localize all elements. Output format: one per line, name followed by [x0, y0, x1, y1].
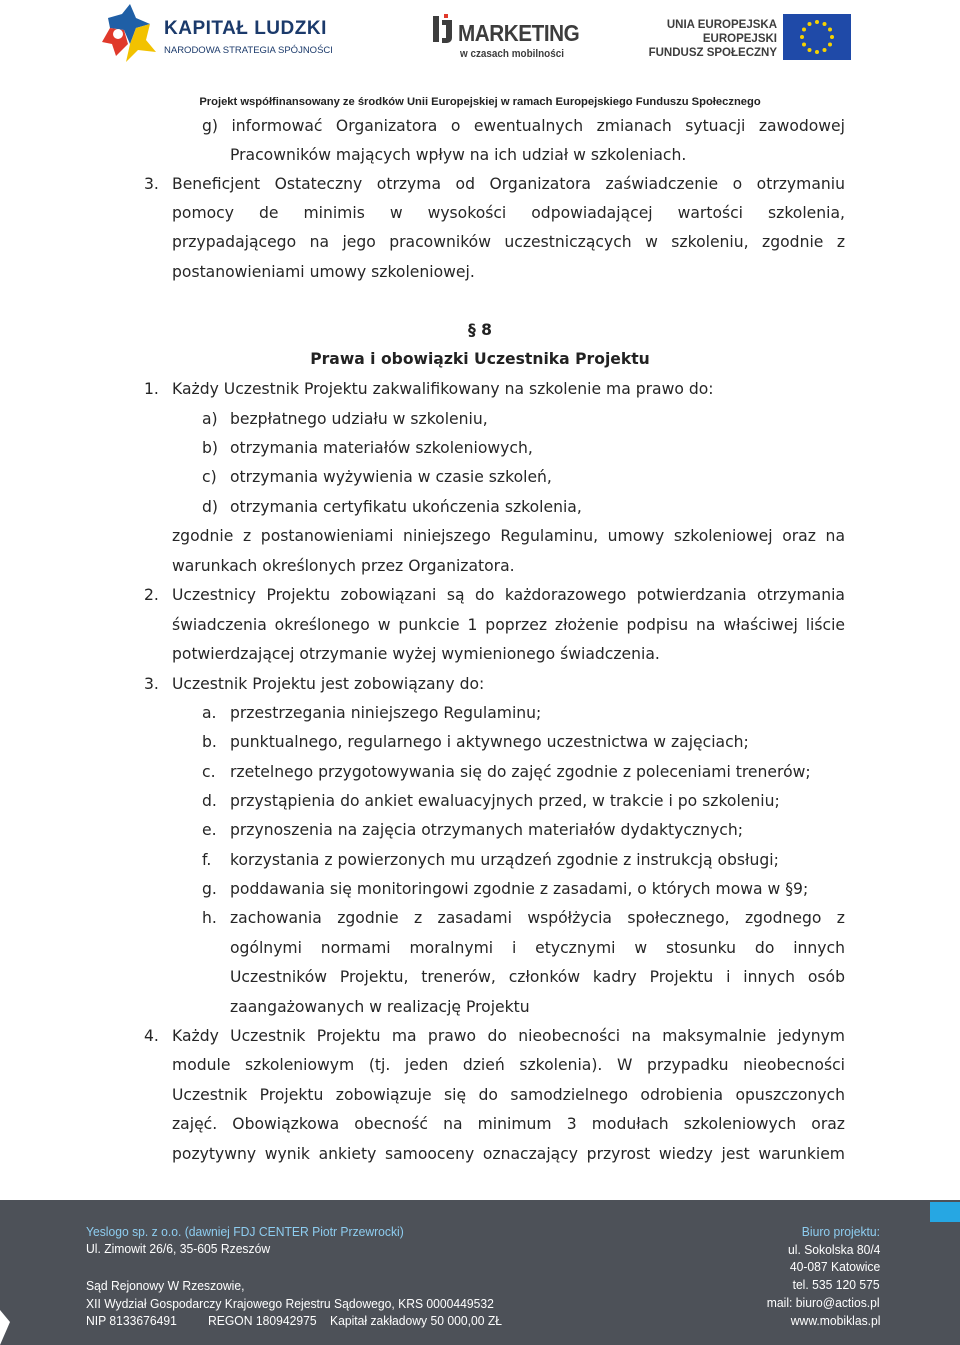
- text-line: Każdy Uczestnik Projektu zakwalifikowany na szkolenie ma prawo do:: [172, 380, 714, 398]
- text-line: zajęć. Obowiązkowa obecność na minimum 3 modułach szkoleniowych oraz: [172, 1115, 845, 1133]
- text-line: rzetelnego przygotowywania się do zajęć zgodnie z poleceniami trenerów;: [230, 763, 811, 781]
- text-line: pozytywny wynik ankiety samooceny oznaczający przyrost wiedzy jest warunkiem: [172, 1145, 845, 1163]
- list-number: 1.: [144, 380, 159, 398]
- text-line: potwierdzającej otrzymanie wyżej wymienionego świadczenia.: [172, 645, 660, 663]
- text-line: otrzymania materiałów szkoleniowych,: [230, 439, 533, 457]
- nip: NIP 8133676491: [86, 1313, 177, 1328]
- list-letter: b.: [202, 733, 217, 751]
- marketing-subtitle: w czasach mobilności: [460, 48, 564, 60]
- text-line: warunkach określonych przez Organizatora.: [172, 557, 515, 575]
- list-number: 2.: [144, 586, 159, 604]
- text-line: zaangażowanych w realizację Projektu: [230, 998, 530, 1016]
- text-line: ogólnymi normami moralnymi i etycznymi w stosunku do innych: [230, 939, 845, 957]
- list-letter: c): [202, 468, 217, 486]
- court-department: XII Wydział Gospodarczy Krajowego Rejestru Sądowego, KRS 0000449532: [86, 1296, 494, 1311]
- court-name: Sąd Rejonowy W Rzeszowie,: [86, 1278, 245, 1293]
- text-line: Pracowników mających wpływ na ich udział w szkoleniach.: [230, 146, 687, 164]
- list-letter: h.: [202, 909, 217, 927]
- eu-logo: [648, 14, 855, 66]
- marketing-logo: [428, 10, 580, 66]
- office-city: 40-087 Katowice: [789, 1259, 880, 1274]
- office-phone: tel. 535 120 575: [792, 1277, 880, 1292]
- kapital-ludzki-title: KAPITAŁ LUDZKI: [164, 18, 327, 39]
- text-line: Uczestnicy Projektu zobowiązani są do każdorazowego potwierdzania otrzymania: [172, 586, 845, 604]
- corner-accent-icon: [0, 1310, 16, 1345]
- text-line: otrzymania certyfikatu ukończenia szkolenia,: [230, 498, 582, 516]
- text-line: bezpłatnego udziału w szkoleniu,: [230, 410, 488, 428]
- text-line: zgodnie z postanowieniami niniejszego Regulaminu, umowy szkoleniowej oraz na: [172, 527, 845, 545]
- section-title: Prawa i obowiązki Uczestnika Projektu: [310, 350, 650, 368]
- list-letter: a): [202, 410, 218, 428]
- text-line: punktualnego, regularnego i aktywnego uczestnictwa w zajęciach;: [230, 733, 749, 751]
- text-line: przestrzegania niniejszego Regulaminu;: [230, 704, 542, 722]
- eu-line-3: FUNDUSZ SPOŁECZNY: [648, 47, 777, 59]
- text-line: świadczenia określonego w punkcie 1 poprzez złożenie podpisu na właściwej liście: [172, 616, 845, 634]
- company-address: Ul. Zimowit 26/6, 35-605 Rzeszów: [86, 1241, 271, 1256]
- office-email[interactable]: mail: biuro@actios.pl: [767, 1295, 880, 1310]
- regon: REGON 180942975: [208, 1313, 317, 1328]
- eu-text: [649, 18, 777, 60]
- list-letter: c.: [202, 763, 216, 781]
- text-line: przynoszenia na zajęcia otrzymanych materiałów dydaktycznych;: [230, 821, 743, 839]
- text-line: Uczestnik Projektu zobowiązuje się do samodzielnego odrobienia opuszczonych: [172, 1086, 845, 1104]
- text-line: Beneficjent Ostateczny otrzyma od Organizatora zaświadczenie o otrzymaniu: [172, 175, 845, 193]
- list-number: 3.: [144, 675, 159, 693]
- list-letter: b): [202, 439, 218, 457]
- office-website[interactable]: www.mobiklas.pl: [790, 1313, 880, 1328]
- list-letter: d.: [202, 792, 217, 810]
- eu-line-2: EUROPEJSKI: [702, 33, 777, 45]
- eu-line-1: UNIA EUROPEJSKA: [666, 19, 777, 31]
- text-line: przystąpienia do ankiet ewaluacyjnych przed, w trakcie i po szkoleniu;: [230, 792, 780, 810]
- text-line: korzystania z powierzonych mu urządzeń zgodnie z instrukcją obsługi;: [230, 851, 779, 869]
- text-line: module szkoleniowym (tj. jeden dzień szkolenia). W przypadku nieobecności: [172, 1056, 845, 1074]
- list-letter: e.: [202, 821, 217, 839]
- footer: [0, 1200, 960, 1345]
- list-letter: d): [202, 498, 218, 516]
- text-line: przypadającego na jego pracowników uczestniczących w szkoleniu, zgodnie z: [172, 233, 845, 251]
- share-capital: Kapitał zakładowy 50 000,00 ZŁ: [330, 1313, 502, 1328]
- list-letter: a.: [202, 704, 217, 722]
- list-number: 3.: [144, 175, 159, 193]
- text-line: postanowieniami umowy szkoleniowej.: [172, 263, 475, 281]
- kapital-ludzki-logo: [100, 4, 340, 68]
- list-letter: f.: [202, 851, 212, 869]
- star-logo-icon: [100, 4, 160, 68]
- marketing-title: MARKETING: [458, 20, 580, 46]
- footer-accent: [930, 1202, 960, 1222]
- office-label: Biuro projektu:: [801, 1224, 880, 1239]
- list-number: 4.: [144, 1027, 159, 1045]
- text-line: pomocy de minimis w wysokości odpowiadającej wartości szkolenia,: [172, 204, 845, 222]
- eu-flag-icon: [783, 14, 851, 60]
- text-line: otrzymania wyżywienia w czasie szkoleń,: [230, 468, 552, 486]
- kapital-ludzki-subtitle: NARODOWA STRATEGIA SPÓJNOŚCI: [164, 45, 333, 56]
- marketing-mark-icon: [430, 14, 456, 46]
- list-letter: g.: [202, 880, 217, 898]
- text-line: poddawania się monitoringowi zgodnie z zasadami, o których mowa w §9;: [230, 880, 809, 898]
- company-name: Yeslogo sp. z o.o. (dawniej FDJ CENTER Piotr Przewrocki): [86, 1224, 404, 1239]
- section-number: § 8: [467, 321, 493, 339]
- text-line: zachowania zgodnie z zasadami współżycia społecznego, zgodnego z: [230, 909, 845, 927]
- text-line: Uczestników Projektu, trenerów, członków kadry Projektu i innych osób: [230, 968, 845, 986]
- text-line: Każdy Uczestnik Projektu ma prawo do nieobecności na maksymalnie jedynym: [172, 1027, 845, 1045]
- office-street: ul. Sokolska 80/4: [787, 1242, 880, 1257]
- text-line: Uczestnik Projektu jest zobowiązany do:: [172, 675, 485, 693]
- funding-note: Projekt współfinansowany ze środków Unii Europejskiej w ramach Europejskiego Funduszu Społecznego: [199, 96, 761, 108]
- text-line: g) informować Organizatora o ewentualnych zmianach sytuacji zawodowej: [202, 117, 845, 135]
